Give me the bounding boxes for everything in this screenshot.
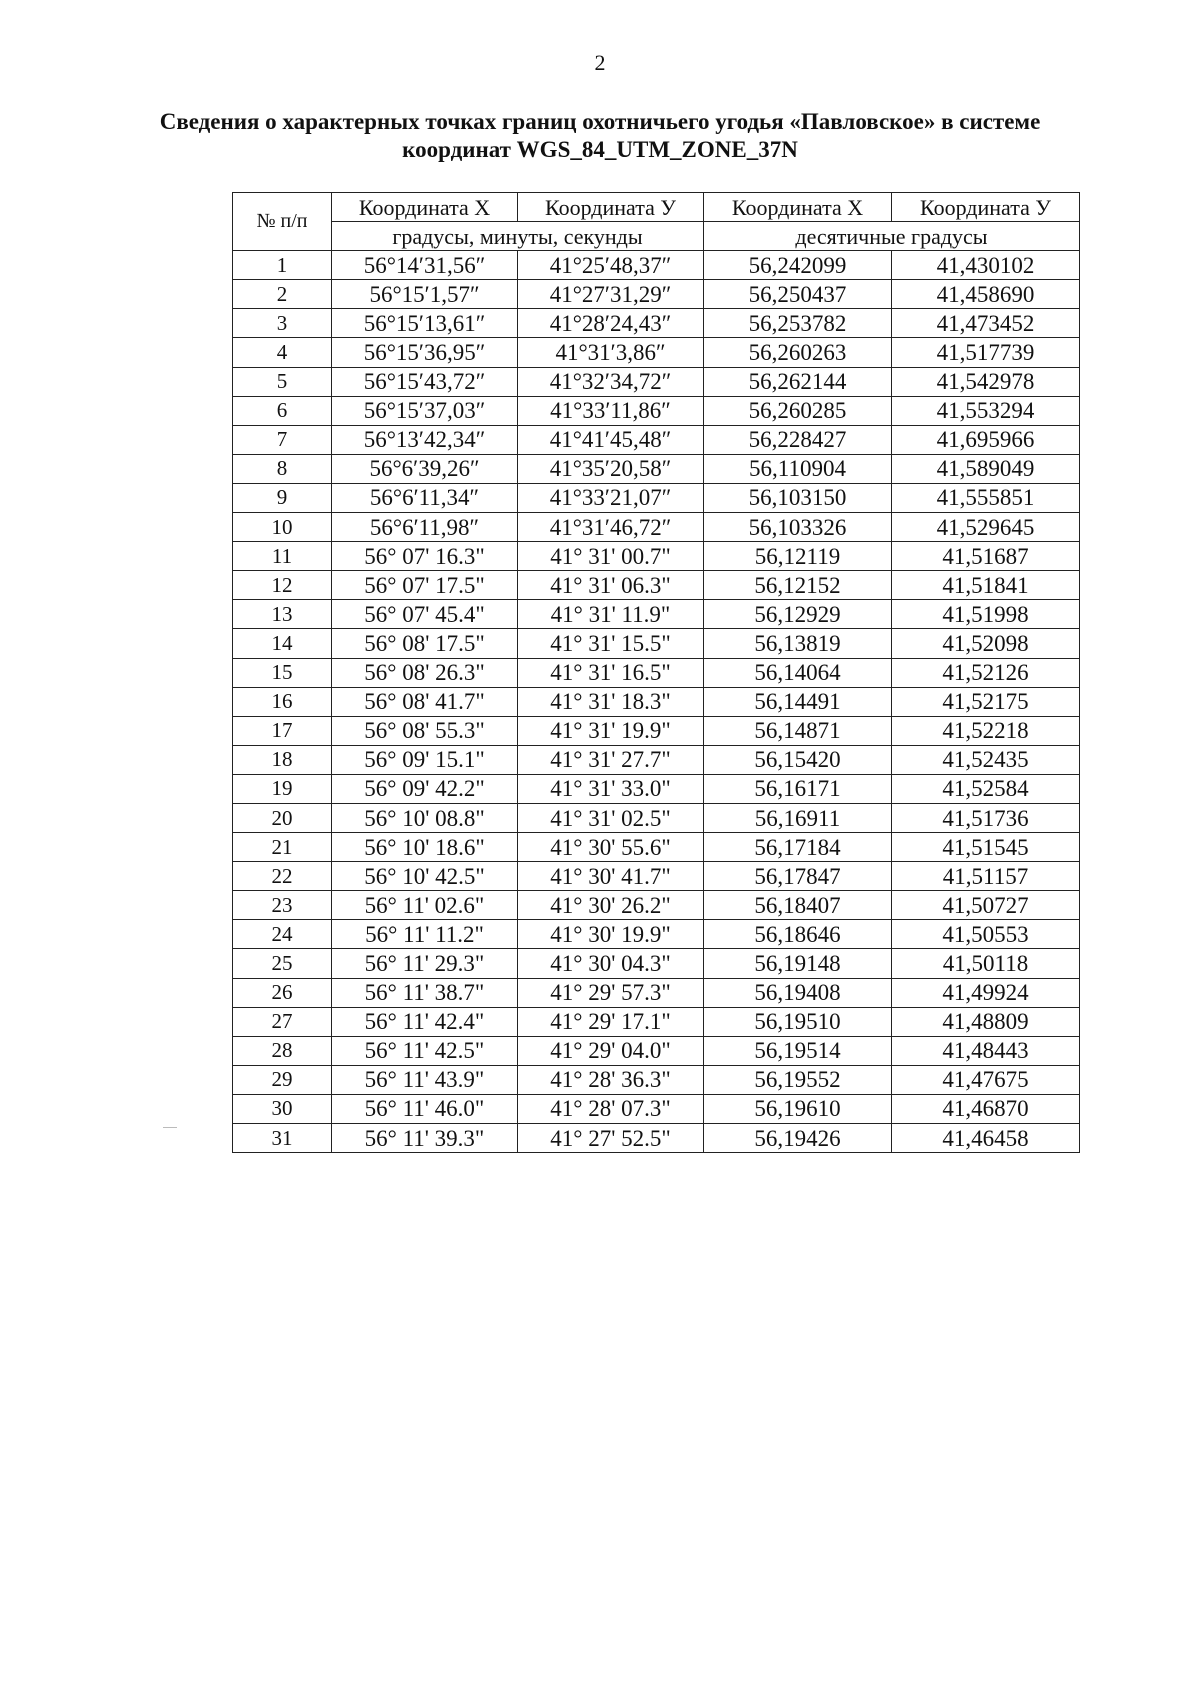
cell-y-decimal: 41,51545 (892, 833, 1080, 862)
scan-speck (163, 1127, 177, 1128)
cell-number: 9 (233, 483, 332, 512)
table-row (233, 251, 1080, 280)
table-row (233, 774, 1080, 803)
cell-number: 26 (233, 978, 332, 1007)
cell-number: 24 (233, 920, 332, 949)
table-row (233, 803, 1080, 832)
cell-y-dms: 41° 31' 15.5" (518, 629, 704, 658)
table-row (233, 1036, 1080, 1065)
cell-number: 10 (233, 513, 332, 542)
cell-number: 12 (233, 571, 332, 600)
cell-y-dms: 41° 31' 18.3" (518, 687, 704, 716)
cell-x-decimal: 56,19552 (704, 1065, 892, 1094)
cell-x-dms: 56°15′37,03″ (332, 396, 518, 425)
cell-number: 18 (233, 745, 332, 774)
cell-x-decimal: 56,16911 (704, 803, 892, 832)
cell-x-dms: 56° 10' 42.5" (332, 862, 518, 891)
cell-y-decimal: 41,52098 (892, 629, 1080, 658)
table-row (233, 367, 1080, 396)
cell-x-dms: 56° 08' 41.7" (332, 687, 518, 716)
title-line-1: Сведения о характерных точках границ охотничьего угодья «Павловское» в системе (159, 109, 1041, 134)
cell-y-dms: 41°33′21,07″ (518, 483, 704, 512)
coordinates-table (232, 192, 1080, 1153)
cell-y-decimal: 41,555851 (892, 483, 1080, 512)
cell-y-dms: 41° 29' 04.0" (518, 1036, 704, 1065)
cell-x-decimal: 56,250437 (704, 280, 892, 309)
cell-y-dms: 41° 31' 33.0" (518, 774, 704, 803)
cell-x-dms: 56° 10' 18.6" (332, 833, 518, 862)
cell-y-dms: 41°33′11,86″ (518, 396, 704, 425)
cell-x-decimal: 56,19408 (704, 978, 892, 1007)
cell-x-decimal: 56,242099 (704, 251, 892, 280)
cell-number: 7 (233, 425, 332, 454)
cell-x-decimal: 56,16171 (704, 774, 892, 803)
cell-y-decimal: 41,51687 (892, 542, 1080, 571)
page-number: 2 (594, 50, 606, 75)
cell-y-decimal: 41,47675 (892, 1065, 1080, 1094)
cell-y-dms: 41° 31' 06.3" (518, 571, 704, 600)
cell-x-dms: 56°6′11,34″ (332, 483, 518, 512)
cell-y-decimal: 41,529645 (892, 513, 1080, 542)
cell-x-dms: 56° 09' 15.1" (332, 745, 518, 774)
cell-y-decimal: 41,553294 (892, 396, 1080, 425)
cell-x-decimal: 56,110904 (704, 454, 892, 483)
cell-y-dms: 41° 27' 52.5" (518, 1124, 704, 1153)
table-row (233, 629, 1080, 658)
table-row (233, 745, 1080, 774)
header-decimal-group: десятичные градусы (704, 222, 1080, 251)
cell-y-dms: 41° 31' 00.7" (518, 542, 704, 571)
cell-x-decimal: 56,14064 (704, 658, 892, 687)
table-row (233, 280, 1080, 309)
table-row (233, 338, 1080, 367)
cell-x-dms: 56° 07' 17.5" (332, 571, 518, 600)
cell-number: 30 (233, 1094, 332, 1123)
cell-number: 6 (233, 396, 332, 425)
cell-y-decimal: 41,46870 (892, 1094, 1080, 1123)
table-row (233, 949, 1080, 978)
cell-x-dms: 56°6′11,98″ (332, 513, 518, 542)
cell-x-decimal: 56,18646 (704, 920, 892, 949)
cell-x-decimal: 56,12152 (704, 571, 892, 600)
cell-number: 25 (233, 949, 332, 978)
table-header (233, 193, 1080, 251)
cell-x-decimal: 56,19514 (704, 1036, 892, 1065)
header-x-decimal: Координата Х (704, 193, 892, 222)
cell-y-decimal: 41,46458 (892, 1124, 1080, 1153)
cell-number: 28 (233, 1036, 332, 1065)
table-row (233, 309, 1080, 338)
cell-x-dms: 56° 10' 08.8" (332, 803, 518, 832)
table-row (233, 1065, 1080, 1094)
cell-x-dms: 56° 07' 16.3" (332, 542, 518, 571)
cell-y-decimal: 41,52175 (892, 687, 1080, 716)
cell-x-dms: 56°13′42,34″ (332, 425, 518, 454)
cell-number: 11 (233, 542, 332, 571)
cell-y-decimal: 41,473452 (892, 309, 1080, 338)
table-row (233, 425, 1080, 454)
cell-number: 31 (233, 1124, 332, 1153)
header-row-2 (233, 222, 1080, 251)
cell-x-decimal: 56,14871 (704, 716, 892, 745)
cell-y-dms: 41° 30' 41.7" (518, 862, 704, 891)
document-title (150, 108, 1050, 164)
cell-y-decimal: 41,50727 (892, 891, 1080, 920)
table-row (233, 658, 1080, 687)
table-row (233, 833, 1080, 862)
table-row (233, 396, 1080, 425)
cell-y-decimal: 41,51841 (892, 571, 1080, 600)
cell-x-decimal: 56,253782 (704, 309, 892, 338)
cell-y-decimal: 41,50553 (892, 920, 1080, 949)
cell-number: 20 (233, 803, 332, 832)
cell-x-dms: 56° 11' 42.4" (332, 1007, 518, 1036)
cell-x-dms: 56° 11' 02.6" (332, 891, 518, 920)
cell-x-decimal: 56,12119 (704, 542, 892, 571)
cell-x-decimal: 56,17184 (704, 833, 892, 862)
cell-x-dms: 56° 11' 11.2" (332, 920, 518, 949)
cell-y-dms: 41° 28' 36.3" (518, 1065, 704, 1094)
cell-y-decimal: 41,49924 (892, 978, 1080, 1007)
cell-x-dms: 56°15′43,72″ (332, 367, 518, 396)
cell-x-dms: 56°15′36,95″ (332, 338, 518, 367)
cell-x-decimal: 56,18407 (704, 891, 892, 920)
table-row (233, 454, 1080, 483)
cell-x-decimal: 56,228427 (704, 425, 892, 454)
table-row (233, 1124, 1080, 1153)
cell-y-dms: 41° 31' 16.5" (518, 658, 704, 687)
cell-number: 5 (233, 367, 332, 396)
cell-x-dms: 56° 08' 17.5" (332, 629, 518, 658)
table-row (233, 1094, 1080, 1123)
cell-y-decimal: 41,430102 (892, 251, 1080, 280)
table-row (233, 483, 1080, 512)
header-x-dms: Координата Х (332, 193, 518, 222)
header-row-1 (233, 193, 1080, 222)
cell-y-decimal: 41,589049 (892, 454, 1080, 483)
cell-x-dms: 56° 08' 26.3" (332, 658, 518, 687)
cell-number: 19 (233, 774, 332, 803)
coordinates-table-wrapper (232, 192, 1079, 1153)
cell-y-dms: 41°31′3,86″ (518, 338, 704, 367)
table-row (233, 891, 1080, 920)
header-y-dms: Координата У (518, 193, 704, 222)
cell-y-decimal: 41,51998 (892, 600, 1080, 629)
cell-number: 14 (233, 629, 332, 658)
table-row (233, 862, 1080, 891)
cell-x-decimal: 56,19148 (704, 949, 892, 978)
cell-number: 22 (233, 862, 332, 891)
cell-number: 2 (233, 280, 332, 309)
cell-y-decimal: 41,458690 (892, 280, 1080, 309)
cell-y-dms: 41° 31' 27.7" (518, 745, 704, 774)
cell-y-dms: 41°32′34,72″ (518, 367, 704, 396)
cell-y-dms: 41° 29' 57.3" (518, 978, 704, 1007)
cell-x-dms: 56° 07' 45.4" (332, 600, 518, 629)
cell-x-decimal: 56,19426 (704, 1124, 892, 1153)
cell-number: 13 (233, 600, 332, 629)
table-row (233, 978, 1080, 1007)
cell-y-decimal: 41,51736 (892, 803, 1080, 832)
header-number: № п/п (233, 193, 332, 251)
cell-number: 4 (233, 338, 332, 367)
cell-x-dms: 56°14′31,56″ (332, 251, 518, 280)
cell-number: 15 (233, 658, 332, 687)
cell-y-decimal: 41,52126 (892, 658, 1080, 687)
cell-y-decimal: 41,695966 (892, 425, 1080, 454)
cell-number: 8 (233, 454, 332, 483)
cell-y-decimal: 41,52218 (892, 716, 1080, 745)
cell-y-dms: 41° 31' 19.9" (518, 716, 704, 745)
table-row (233, 600, 1080, 629)
cell-x-decimal: 56,15420 (704, 745, 892, 774)
title-line-2: координат WGS_84_UTM_ZONE_37N (402, 137, 798, 162)
cell-x-dms: 56° 11' 39.3" (332, 1124, 518, 1153)
table-row (233, 716, 1080, 745)
table-row (233, 513, 1080, 542)
cell-y-dms: 41° 30' 19.9" (518, 920, 704, 949)
table-row (233, 571, 1080, 600)
header-y-decimal: Координата У (892, 193, 1080, 222)
cell-x-decimal: 56,260285 (704, 396, 892, 425)
cell-x-decimal: 56,19610 (704, 1094, 892, 1123)
cell-x-dms: 56° 09' 42.2" (332, 774, 518, 803)
cell-y-dms: 41°27′31,29″ (518, 280, 704, 309)
cell-y-dms: 41° 30' 04.3" (518, 949, 704, 978)
cell-y-decimal: 41,51157 (892, 862, 1080, 891)
cell-x-decimal: 56,262144 (704, 367, 892, 396)
header-dms-group: градусы, минуты, секунды (332, 222, 704, 251)
cell-x-decimal: 56,19510 (704, 1007, 892, 1036)
cell-y-dms: 41° 30' 55.6" (518, 833, 704, 862)
cell-x-dms: 56°6′39,26″ (332, 454, 518, 483)
cell-y-decimal: 41,48443 (892, 1036, 1080, 1065)
cell-y-dms: 41°35′20,58″ (518, 454, 704, 483)
cell-number: 27 (233, 1007, 332, 1036)
cell-y-decimal: 41,52584 (892, 774, 1080, 803)
cell-x-dms: 56°15′1,57″ (332, 280, 518, 309)
cell-y-dms: 41° 31' 02.5" (518, 803, 704, 832)
cell-y-dms: 41° 29' 17.1" (518, 1007, 704, 1036)
table-row (233, 920, 1080, 949)
cell-y-decimal: 41,52435 (892, 745, 1080, 774)
cell-x-decimal: 56,14491 (704, 687, 892, 716)
cell-number: 23 (233, 891, 332, 920)
cell-y-dms: 41°25′48,37″ (518, 251, 704, 280)
table-row (233, 1007, 1080, 1036)
cell-number: 17 (233, 716, 332, 745)
cell-number: 1 (233, 251, 332, 280)
cell-y-dms: 41°31′46,72″ (518, 513, 704, 542)
cell-x-dms: 56° 11' 46.0" (332, 1094, 518, 1123)
table-body (233, 251, 1080, 1153)
cell-x-dms: 56° 11' 42.5" (332, 1036, 518, 1065)
cell-x-decimal: 56,103150 (704, 483, 892, 512)
cell-x-decimal: 56,260263 (704, 338, 892, 367)
cell-number: 3 (233, 309, 332, 338)
cell-x-decimal: 56,13819 (704, 629, 892, 658)
cell-y-decimal: 41,517739 (892, 338, 1080, 367)
cell-number: 21 (233, 833, 332, 862)
cell-y-dms: 41° 31' 11.9" (518, 600, 704, 629)
cell-x-decimal: 56,12929 (704, 600, 892, 629)
cell-x-decimal: 56,17847 (704, 862, 892, 891)
cell-y-dms: 41°41′45,48″ (518, 425, 704, 454)
cell-y-dms: 41° 30' 26.2" (518, 891, 704, 920)
cell-x-dms: 56°15′13,61″ (332, 309, 518, 338)
table-row (233, 542, 1080, 571)
cell-y-dms: 41° 28' 07.3" (518, 1094, 704, 1123)
cell-y-dms: 41°28′24,43″ (518, 309, 704, 338)
cell-number: 16 (233, 687, 332, 716)
cell-x-dms: 56° 08' 55.3" (332, 716, 518, 745)
table-row (233, 687, 1080, 716)
cell-y-decimal: 41,542978 (892, 367, 1080, 396)
cell-x-dms: 56° 11' 43.9" (332, 1065, 518, 1094)
cell-number: 29 (233, 1065, 332, 1094)
cell-x-decimal: 56,103326 (704, 513, 892, 542)
cell-y-decimal: 41,48809 (892, 1007, 1080, 1036)
cell-x-dms: 56° 11' 38.7" (332, 978, 518, 1007)
cell-y-decimal: 41,50118 (892, 949, 1080, 978)
cell-x-dms: 56° 11' 29.3" (332, 949, 518, 978)
